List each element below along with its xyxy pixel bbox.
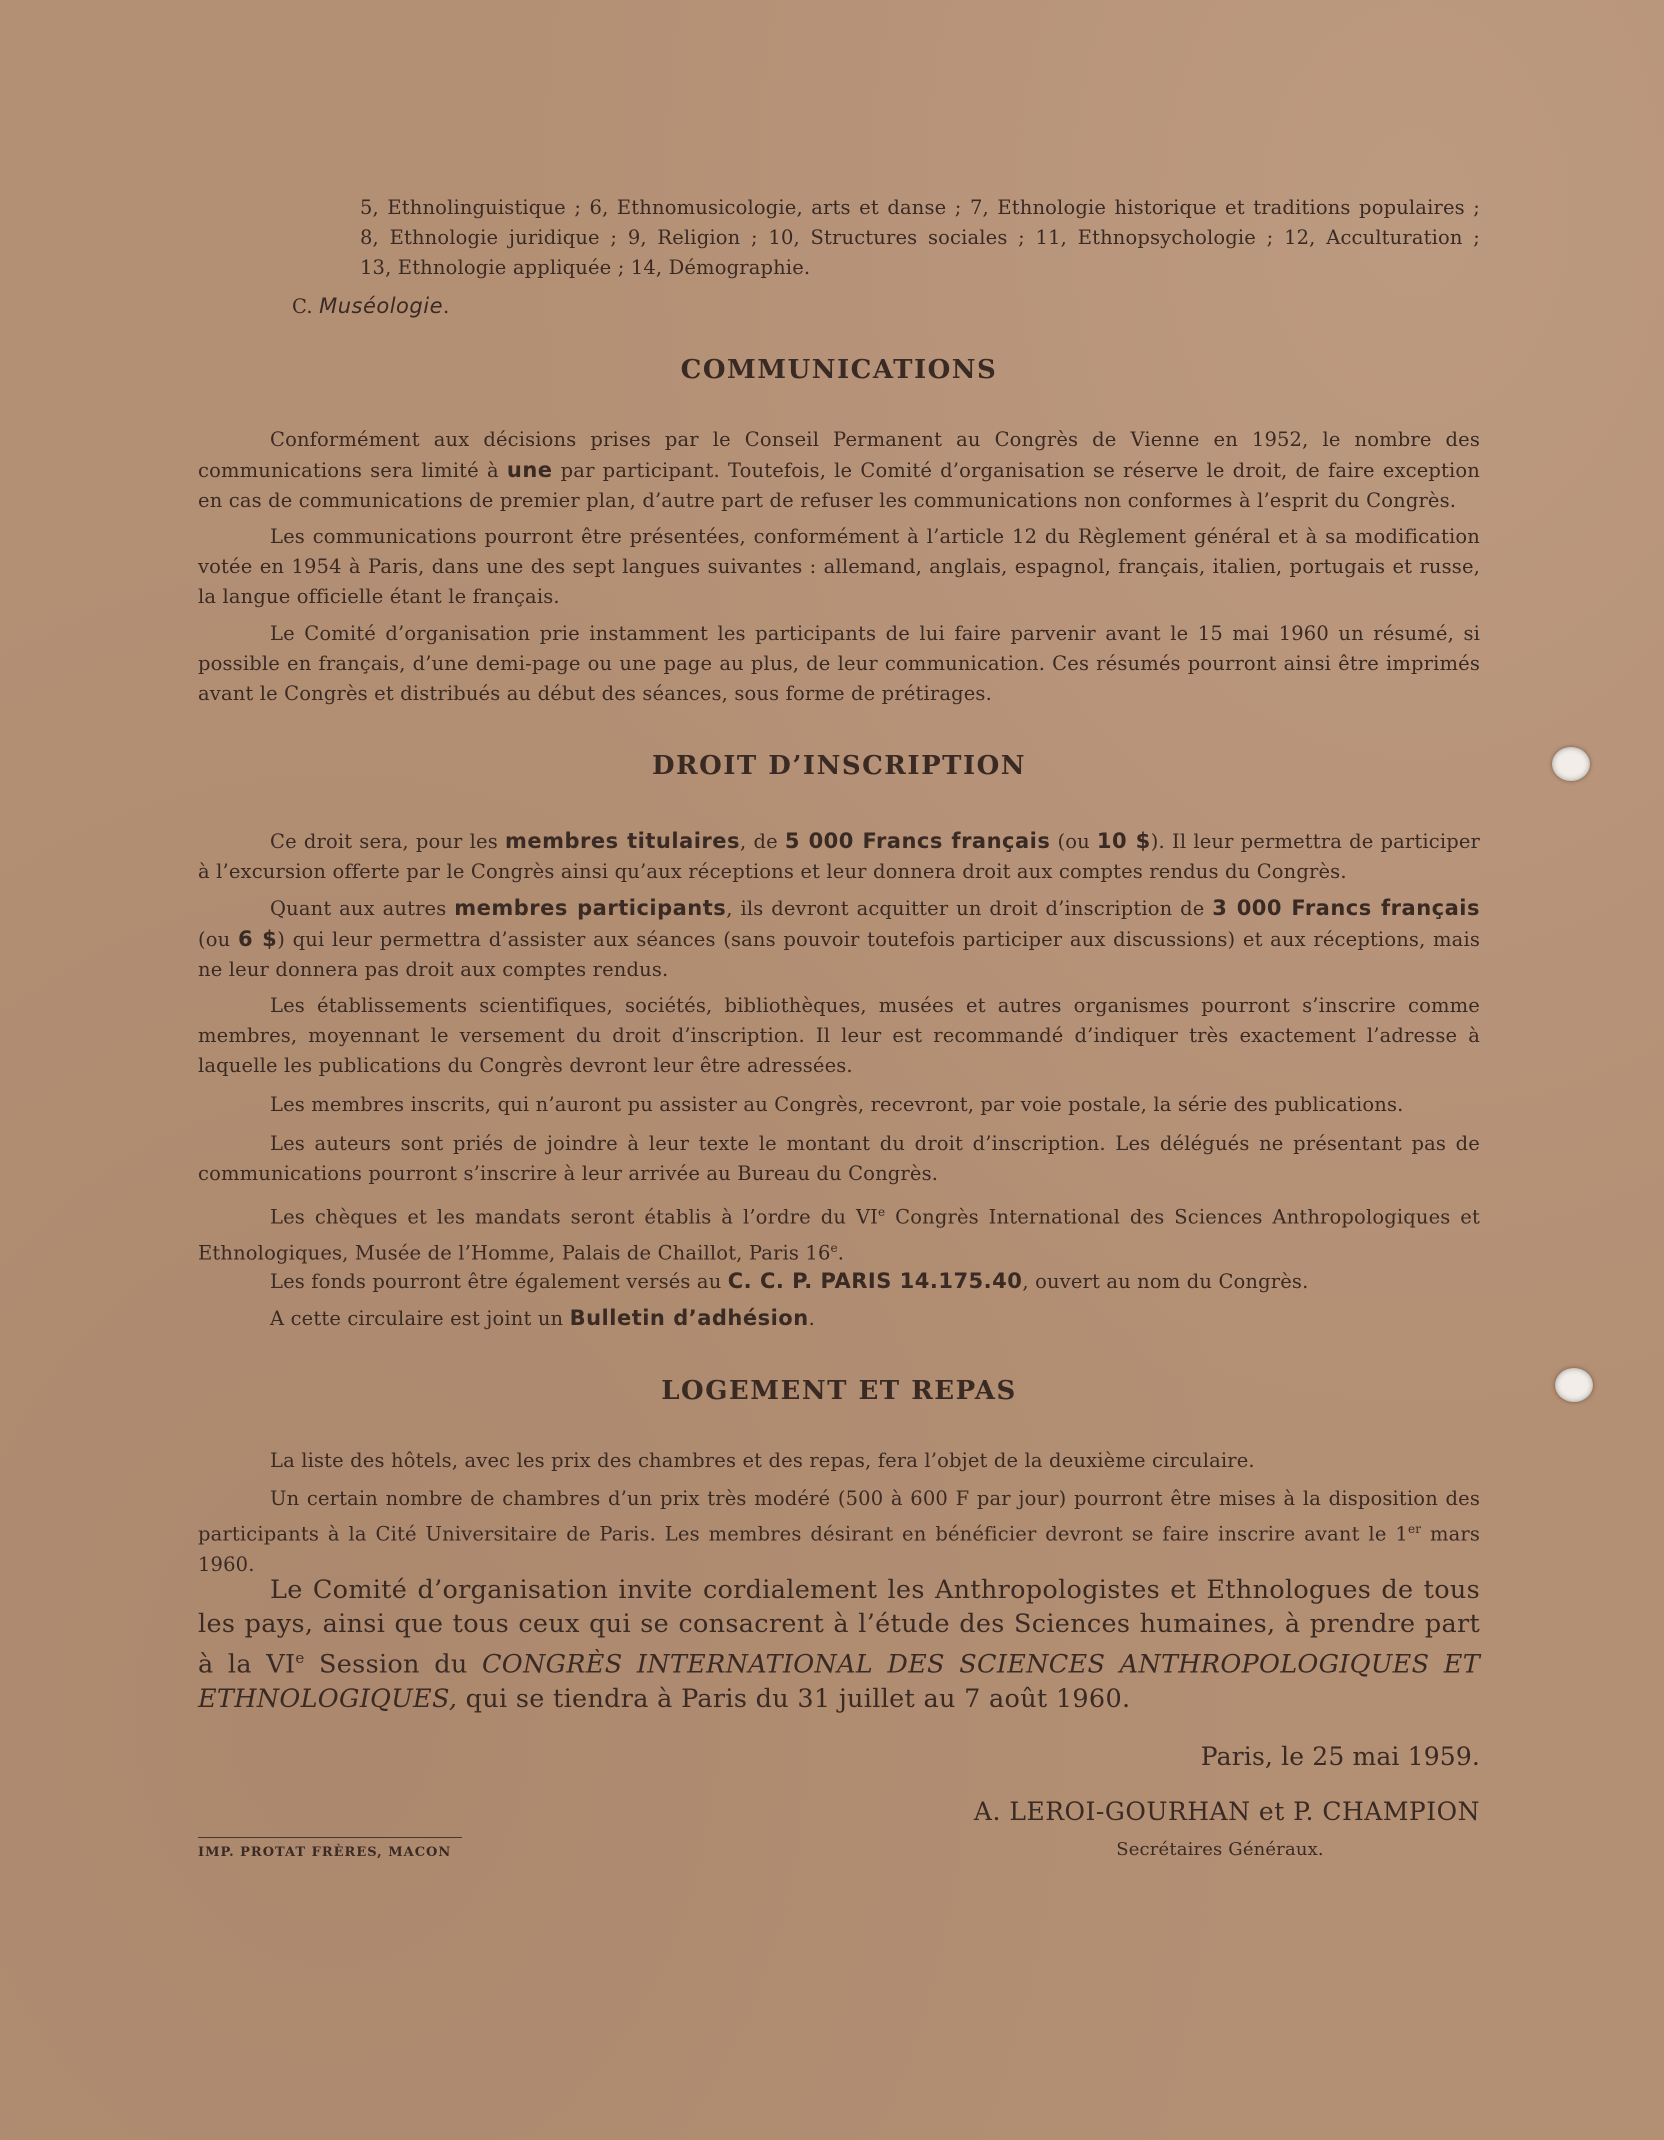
punch-hole-top (1552, 747, 1590, 781)
signatories-title: Secrétaires Généraux. (1116, 1839, 1324, 1860)
punch-hole-bottom (1555, 1368, 1593, 1402)
comm-p1-bold: une (506, 458, 553, 482)
museologie-prefix: C. (292, 295, 320, 318)
invitation-text-a: Le Comité d’organisation invite cordialement les Anthropologistes et Ethnologues de tous les pays, ainsi que tous ceux qui se consacrent à l’étude des Sciences humaines, à prendre part à la VI (198, 1575, 1480, 1680)
insc-p2-membres-participants: membres participants (454, 896, 727, 920)
bulletin-adhesion: Bulletin d’adhésion (569, 1306, 809, 1330)
insc-p7-b: , ouvert au nom du Congrès. (1022, 1270, 1309, 1293)
ccp-account: C. C. P. PARIS 14.175.40 (727, 1269, 1023, 1293)
signatories: A. LEROI-GOURHAN et P. CHAMPION (973, 1797, 1480, 1826)
insc-p1-dollars: 10 $ (1096, 829, 1151, 853)
inscription-heading: DROIT D’INSCRIPTION (651, 751, 1027, 781)
insc-p1-d: (ou (1050, 830, 1097, 853)
logement-heading: LOGEMENT ET REPAS (661, 1376, 1017, 1406)
sections-list-line-2: 8, Ethnologie juridique ; 9, Religion ; 10, Structures sociales ; 11, Ethnopsychologie ; 12, Acculturation ; (360, 226, 1480, 249)
insc-p8-b: . (808, 1307, 816, 1330)
insc-p2-c: , ils devront acquitter un droit d’inscription de (726, 897, 1213, 920)
inscription-paragraph-2 (198, 893, 1480, 985)
museologie-line (292, 291, 1192, 322)
invitation-sup: e (295, 1649, 305, 1667)
communications-paragraph-1 (198, 425, 1480, 516)
log-p2-b: mars 1960. (198, 1522, 1480, 1576)
invitation-text-c: qui se tiendra à Paris du 31 juillet au 7 août 1960. (457, 1683, 1131, 1714)
date-line: Paris, le 25 mai 1959. (1200, 1742, 1480, 1771)
communications-heading: COMMUNICATIONS (680, 355, 998, 385)
insc-p2-e: ) qui leur permettra d’assister aux séances (sans pouvoir toutefois participer aux discussions) et aux réceptions, mais ne leur donnera pas droit aux comptes rendus. (198, 928, 1480, 981)
invitation-text-b: Session du (304, 1649, 482, 1680)
insc-p6-sup2: e (830, 1240, 838, 1255)
printer-credit: IMP. PROTAT FRÈRES, MACON (198, 1845, 452, 1860)
insc-p2-amount: 3 000 Francs français (1212, 896, 1480, 920)
sections-list-line-3: 13, Ethnologie appliquée ; 14, Démographie. (360, 256, 811, 279)
insc-p6-sup1: e (878, 1205, 886, 1219)
insc-p8-a: A cette circulaire est joint un (270, 1307, 570, 1330)
inscription-paragraph-7 (198, 1266, 1480, 1297)
log-p2-a: Un certain nombre de chambres d’un prix très modéré (500 à 600 F par jour) pourront être mises à la disposition des participants à la Cité Universitaire de Paris. Les membres désirant en bénéficier devront se faire inscrire avant le 1 (198, 1487, 1480, 1546)
insc-p1-a: Ce droit sera, pour les (270, 830, 505, 853)
insc-p2-dollars: 6 $ (237, 927, 278, 951)
sections-list-line-1: 5, Ethnolinguistique ; 6, Ethnomusicologie, arts et danse ; 7, Ethnologie historique et traditions populaires ; (360, 196, 1480, 219)
insc-p1-amount: 5 000 Francs français (784, 829, 1051, 853)
insc-p6-a: Les chèques et les mandats seront établis à l’ordre du VI (270, 1205, 879, 1229)
museologie-suffix: . (442, 295, 450, 318)
comm-p1-text-a: Conformément aux décisions prises par le Conseil Permanent au Congrès de Vienne en 1952, le nombre des communications sera limité à (198, 428, 1480, 482)
logement-paragraph-2 (198, 1484, 1480, 1580)
inscription-paragraph-1 (198, 826, 1480, 887)
inscription-paragraph-3: Les établissements scientifiques, sociétés, bibliothèques, musées et autres organismes pourront s’inscrire comme membres, moyennant le versement du droit d’inscription. Il leur est recommandé d’indiquer très exactement l’adresse à laquelle les publications du Congrès devront leur être adressées. (198, 994, 1480, 1077)
inscription-paragraph-8 (198, 1303, 1480, 1334)
logement-paragraph-1: La liste des hôtels, avec les prix des chambres et des repas, fera l’objet de la deuxième circulaire. (270, 1449, 1255, 1472)
inscription-paragraph-4: Les membres inscrits, qui n’auront pu assister au Congrès, recevront, par voie postale, la série des publications. (270, 1093, 1404, 1116)
log-p2-sup: er (1407, 1522, 1422, 1536)
insc-p7-a: Les fonds pourront être également versés au (270, 1270, 728, 1293)
inscription-paragraph-6 (198, 1197, 1480, 1268)
museologie-label: Muséologie (319, 294, 443, 318)
insc-p1-c: , de (740, 830, 785, 853)
communications-paragraph-3: Le Comité d’organisation prie instamment les participants de lui faire parvenir avant le 15 mai 1960 un résumé, si possible en français, d’une demi-page ou une page au plus, de leur communication. Ces résumés pourront ainsi être imprimés avant le Congrès et distribués au début des séances, sous forme de prétirages. (198, 622, 1480, 705)
insc-p2-d: (ou (198, 928, 238, 951)
invitation-paragraph (198, 1573, 1480, 1716)
inscription-paragraph-5: Les auteurs sont priés de joindre à leur texte le montant du droit d’inscription. Les délégués ne présentant pas de communications pourront s’inscrire à leur arrivée au Bureau du Congrès. (198, 1132, 1480, 1185)
insc-p2-a: Quant aux autres (270, 897, 455, 920)
insc-p6-b: Congrès International des Sciences Anthropologiques et Ethnologiques, Musée de l’Homme, Palais de Chaillot, Paris 16 (198, 1205, 1480, 1264)
insc-p1-membres-titulaires: membres titulaires (504, 829, 741, 853)
communications-paragraph-2: Les communications pourront être présentées, conformément à l’article 12 du Règlement général et à sa modification votée en 1954 à Paris, dans une des sept langues suivantes : allemand, anglais, espagnol, français, italien, portugais et russe, la langue officielle étant le français. (198, 525, 1480, 608)
congress-name: CONGRÈS INTERNATIONAL DES SCIENCES ANTHROPOLOGIQUES ET ETHNOLOGIQUES, (198, 1649, 1480, 1714)
insc-p1-e: ). Il leur permettra de participer à l’excursion offerte par le Congrès ainsi qu’aux réceptions et leur donnera droit aux comptes rendus du Congrès. (198, 830, 1481, 883)
comm-p1-text-b: par participant. Toutefois, le Comité d’organisation se réserve le droit, de faire exception en cas de communications de premier plan, d’autre part de refuser les communications non conformes à l’esprit du Congrès. (198, 459, 1481, 512)
insc-p6-c: . (837, 1241, 845, 1264)
